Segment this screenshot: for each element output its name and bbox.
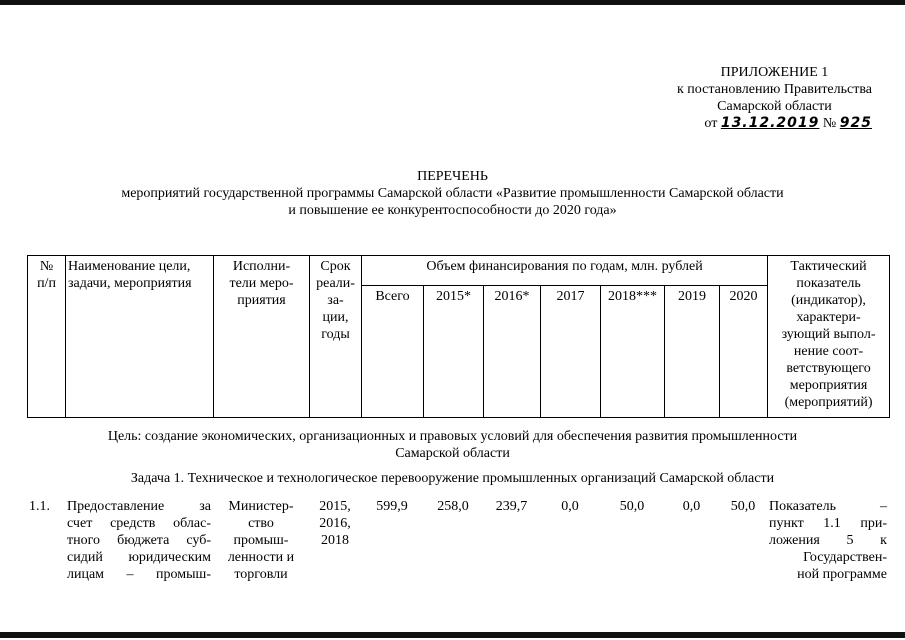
col-2018-header: 2018*** — [601, 286, 665, 418]
number-prefix: № — [822, 116, 837, 131]
col-funding-header: Объем финансирования по годам, млн. рублей — [362, 256, 768, 286]
appendix-line-3: Самарской области — [717, 99, 832, 114]
col-2016-header: 2016* — [484, 286, 541, 418]
title-line-3: и повышение ее конкурентоспособности до 2020 года» — [288, 203, 617, 218]
col-total-header: Всего — [362, 286, 424, 418]
handwritten-date: 13.12.2019 — [720, 115, 820, 131]
col-2019-header: 2019 — [665, 286, 720, 418]
row-executors: Министер- ство промыш- ленности и торговли — [227, 499, 295, 582]
col-name-header: Наименование цели, задачи, мероприятия — [66, 256, 214, 418]
row-name: Предоставление за счет средств облас- тного бюджета суб- сидий юридическим лицам – промыш- — [67, 499, 211, 582]
task-heading: Задача 1. Техническое и технологическое перевооружение промышленных организаций Самарской области — [130, 471, 775, 486]
row-total: 599,9 — [376, 499, 408, 514]
row-2015: 258,0 — [437, 499, 469, 514]
row-2019: 0,0 — [682, 499, 701, 514]
appendix-line-2: к постановлению Правительства — [676, 82, 872, 97]
header-table — [27, 255, 890, 418]
top-border — [0, 0, 905, 5]
row-2017: 0,0 — [561, 499, 579, 514]
row-2016: 239,7 — [495, 499, 528, 514]
col-2020-header: 2020 — [720, 286, 768, 418]
appendix-title: ПРИЛОЖЕНИЕ 1 — [720, 65, 829, 80]
table-row — [27, 498, 889, 583]
goal-text: Цель: создание экономических, организационных и правовых условий для обеспечения развития промышленности Самарской области — [107, 429, 798, 461]
col-executors-header: Исполни- тели меро- приятия — [214, 256, 310, 418]
appendix-header — [677, 64, 872, 132]
title-line-2: мероприятий государственной программы Самарской области «Развитие промышленности Самарской области — [121, 186, 784, 201]
col-period-header: Срок реали- за- ции, годы — [310, 256, 362, 418]
handwritten-number: 925 — [839, 115, 872, 131]
appendix-date-line — [677, 115, 872, 132]
document-title — [0, 168, 905, 219]
col-number-header: № п/п — [28, 256, 66, 418]
bottom-border — [0, 632, 905, 638]
row-period: 2015, 2016, 2018 — [319, 499, 351, 548]
row-number: 1.1. — [29, 499, 50, 514]
title-heading: ПЕРЕЧЕНЬ — [417, 169, 488, 184]
col-2017-header: 2017 — [541, 286, 601, 418]
row-2018: 50,0 — [619, 499, 645, 514]
row-indicator: Показатель – пункт 1.1 при- ложения 5 к Государствен- ной программе — [769, 499, 887, 582]
col-2015-header: 2015* — [424, 286, 484, 418]
row-2020: 50,0 — [730, 499, 756, 514]
date-prefix: от — [704, 116, 718, 131]
col-indicator-header: Тактический показатель (индикатор), характери- зующий выпол- нение соот- ветствующего мероприятия (мероприятий) — [768, 256, 890, 418]
